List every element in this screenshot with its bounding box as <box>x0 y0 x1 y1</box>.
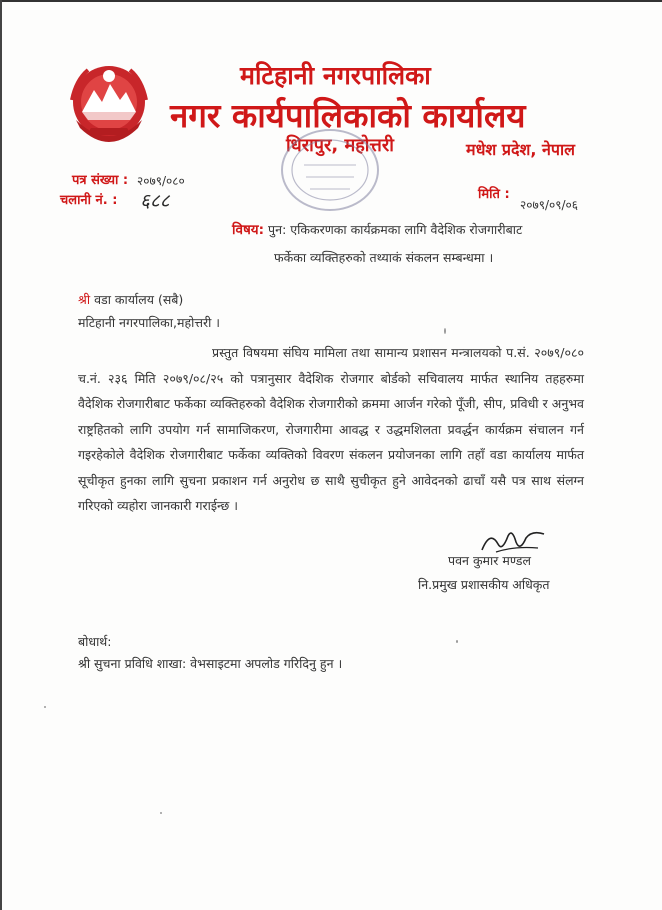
scan-speck <box>444 328 446 334</box>
left-edge <box>0 0 2 910</box>
ref-number-value: २०७९/०८० <box>137 174 185 188</box>
letter-subject <box>232 216 592 271</box>
office-stamp-icon <box>270 125 388 215</box>
scan-speck <box>456 640 458 643</box>
province-name: मधेश प्रदेश, नेपाल <box>466 140 575 159</box>
dispatch-number-label: चलानी नं. : <box>60 193 118 208</box>
cc-item: श्री सुचना प्रविधि शाखा: वेभसाइटमा अपलोड गरिदिनु हुन । <box>78 656 343 671</box>
recipient-prefix: श्री <box>78 292 91 307</box>
signatory-title: नि.प्रमुख प्रशासकीय अधिकृत <box>418 577 550 592</box>
recipient-line-1: वडा कार्यालय (सबै) <box>94 292 184 307</box>
date-label: मिति : <box>478 187 510 202</box>
body-paragraph: प्रस्तुत विषयमा संघिय मामिला तथा सामान्य प्रशासन मन्त्रालयको प.सं. २०७९/०८० च.नं. २३६ मिति २०७९/०८/२५ को पत्रानुसार वैदेशिक रोजगार बोर्डको सचिवालय मार्फत स्थानिय तहहरुमा वैदेशिक रोजगारीबाट फर्केका व्यक्तिहरुको वैदेशिक रोजगारीको क्रममा आर्जन गरेको पूँजी, सीप, प्रविधी र अनुभव राष्ट्रहितको लागि उपयोग गर्न सामाजिकरण, रोजगारीमा आवद्ध र उद्धमशिलता प्रवर्द्धन कार्यक्रम संचालन गर्न गइरहेकोले वैदेशिक रोजगारीबाट फर्केका व्यक्तिको विवरण संकलन प्रयोजनका लागि तहाँ वडा कार्यालय मार्फत सूचीकृत हुनका लागि सुचना प्रकाशन गर्न अनुरोध छ साथै सुचीकृत हुने आवेदनको ढाचाँ यसै पत्र साथ संलग्न गरिएको व्यहोरा जानकारी गराईन्छ । <box>78 345 584 513</box>
scan-speck <box>44 706 46 708</box>
municipality-emblem-icon <box>68 60 150 148</box>
letter-body <box>78 340 584 519</box>
recipient-line-2: मटिहानी नगरपालिका,महोत्तरी । <box>78 315 221 330</box>
municipality-name: मटिहानी नगरपालिका <box>240 61 431 90</box>
subject-label: विषय: <box>232 222 265 238</box>
subject-line-2: फर्केका व्यक्तिहरुको तथ्याकं संकलन सम्बन्धमा । <box>274 250 494 265</box>
cc-label: बोधार्थ: <box>78 634 112 649</box>
signatory-name: पवन कुमार मण्डल <box>448 553 531 568</box>
office-name: नगर कार्यपालिकाको कार्यालय <box>170 96 526 135</box>
ref-number-label: पत्र संख्या : <box>72 173 129 188</box>
subject-line-1: पुन: एकिकरणका कार्यक्रमका लागि वैदेशिक रोजगारीबाट <box>268 222 523 237</box>
top-edge <box>0 0 662 2</box>
office-location: धिरापुर, महोत्तरी <box>286 135 394 156</box>
dispatch-number-value: ६८८ <box>140 190 170 212</box>
recipient-block <box>78 288 220 334</box>
scan-speck <box>160 812 162 814</box>
date-value: २०७९/०९/०६ <box>520 198 579 212</box>
